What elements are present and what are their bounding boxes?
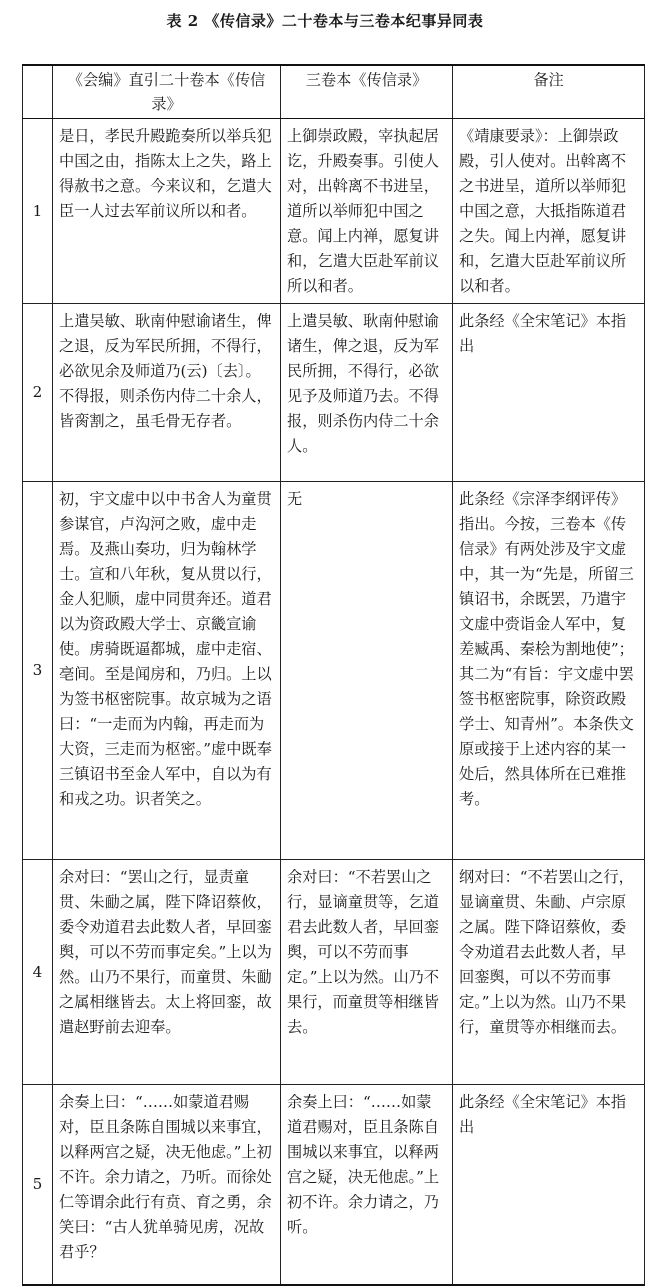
cell-notes: 纲对曰：“不若罢山之行，显谪童贯、朱勔、卢宗原之属。陛下降诏蔡攸，委令劝道君去此数人者，早回銮舆，可以不劳而事定。”上以为然。山乃不果行，童贯等亦相继而去。	[453, 860, 645, 1085]
comparison-table	[22, 64, 645, 1286]
table-row	[23, 119, 645, 304]
header-row	[23, 65, 645, 119]
cell-three-volume: 上遣吴敏、耿南仲慰谕诸生，俾之退，反为军民所拥，不得行，必欲见予及师道乃去。不得报，则杀伤内侍二十余人。	[281, 304, 453, 482]
cell-notes: 此条经《宗泽李纲评传》指出。今按，三卷本《传信录》有两处涉及宇文虚中，其一为“先是，所留三镇诏书，余既罢，乃遣宇文虚中赍诣金人军中，复差臧禹、秦桧为割地使”；其二为“有旨：宇文虚中罢签书枢密院事，除资政殿学士、知青州”。本条佚文原或接于上述内容的某一处后，然具体所在已难推考。	[453, 482, 645, 860]
cell-three-volume: 无	[281, 482, 453, 860]
cell-notes: 此条经《全宋笔记》本指出	[453, 304, 645, 482]
row-number: 4	[23, 860, 53, 1085]
cell-twenty-volume: 是日，孝民升殿跪奏所以举兵犯中国之由，指陈太上之失，路上得赦书之意。今来议和，乞遣大臣一人过去军前议所以和者。	[53, 119, 281, 304]
cell-three-volume: 余奏上曰：“……如蒙道君赐对，臣且条陈自围城以来事宜，以释两宫之疑，决无他虑。”上初不许。余力请之，乃听。	[281, 1085, 453, 1286]
row-number: 3	[23, 482, 53, 860]
table-row	[23, 860, 645, 1085]
table-caption: 表 2 《传信录》二十卷本与三卷本纪事异同表	[166, 12, 484, 30]
cell-notes: 此条经《全宋笔记》本指出	[453, 1085, 645, 1286]
header-num	[23, 65, 53, 119]
header-twenty-volume: 《会编》直引二十卷本《传信录》	[53, 65, 281, 119]
table-row	[23, 304, 645, 482]
row-number: 1	[23, 119, 53, 304]
cell-three-volume: 余对曰：“不若罢山之行，显谪童贯等，乞道君去此数人者，早回銮舆，可以不劳而事定。”上以为然。山乃不果行，而童贯等相继皆去。	[281, 860, 453, 1085]
cell-twenty-volume: 余对曰：“罢山之行，显责童贯、朱勔之属，陛下降诏蔡攸，委令劝道君去此数人者，早回銮舆，可以不劳而事定矣。”上以为然。山乃不果行，而童贯、朱勔之属相继皆去。太上将回銮，故遣赵野前去迎奉。	[53, 860, 281, 1085]
row-number: 2	[23, 304, 53, 482]
header-three-volume: 三卷本《传信录》	[281, 65, 453, 119]
cell-twenty-volume: 上遣吴敏、耿南仲慰谕诸生，俾之退，反为军民所拥，不得行，必欲见余及师道乃(云)〔去〕。不得报，则杀伤内侍二十余人，皆脔割之，虽毛骨无存者。	[53, 304, 281, 482]
cell-twenty-volume: 余奏上曰：“……如蒙道君赐对，臣且条陈自围城以来事宜，以释两宫之疑，决无他虑。”上初不许。余力请之，乃听。而徐处仁等谓余此行有贲、育之勇，余笑曰：“古人犹单骑见虏，况故君乎？	[53, 1085, 281, 1286]
row-number: 5	[23, 1085, 53, 1286]
header-notes: 备注	[453, 65, 645, 119]
cell-three-volume: 上御崇政殿，宰执起居讫，升殿奏事。引使人对，出斡离不书进呈，道所以举师犯中国之意。闻上内禅，愿复讲和，乞遣大臣赴军前议所以和者。	[281, 119, 453, 304]
cell-twenty-volume: 初，宇文虚中以中书舍人为童贯参谋官，卢沟河之败，虚中走焉。及燕山奏功，归为翰林学士。宣和八年秋，复从贯以行，金人犯顺，虚中同贯奔还。道君以为资政殿大学士、京畿宣谕使。虏骑既逼都城，虚中走宿、亳间。至是闻房和，乃归。上以为签书枢密院事。故京城为之语曰：“一走而为内翰，再走而为大资，三走而为枢密。”虚中既奉三镇诏书至金人军中，自以为有和戎之功。识者笑之。	[53, 482, 281, 860]
table-row	[23, 482, 645, 860]
table-row	[23, 1085, 645, 1286]
cell-notes: 《靖康要录》：上御崇政殿，引人使对。出斡离不之书进呈，道所以举师犯中国之意，大抵指陈道君之失。闻上内禅，愿复讲和，乞遣大臣赴军前议所以和者。	[453, 119, 645, 304]
